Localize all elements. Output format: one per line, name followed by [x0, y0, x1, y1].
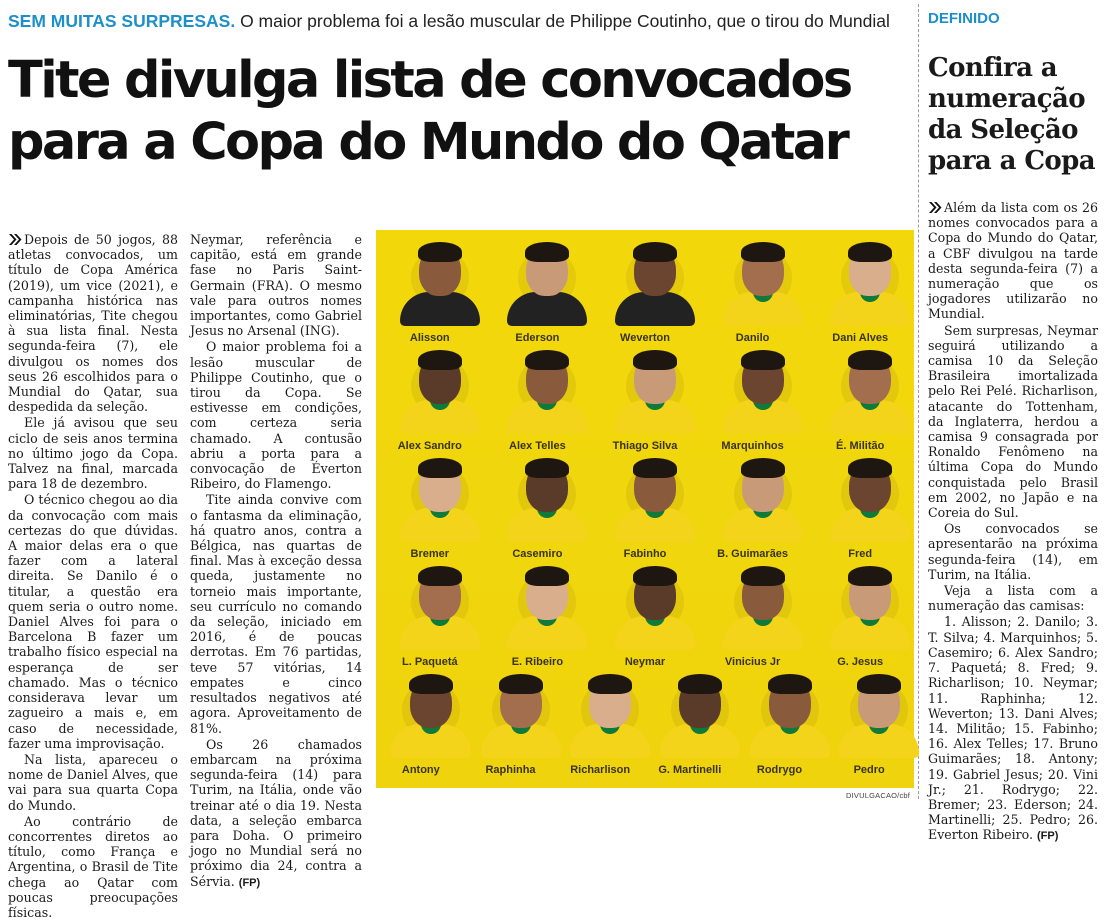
article-paragraph: O técnico chegou ao dia da convocação com mais certezas do que dúvidas. A maior delas era o que fazer com a lateral direita. Se Danilo é o titular, a questão era quem seria o outro nome. Daniel Alves foi para o Barcelona B fazer um trabalho físico especial na esperança de ser chamado. Mas o técnico considerava levar um zagueiro a mais e, em caso de necessidade, fazer uma improvisação.	[8, 492, 178, 751]
player-name: Raphinha	[485, 764, 536, 776]
player-card	[701, 452, 805, 563]
player-name: Thiago Silva	[612, 440, 678, 452]
player-hair	[848, 566, 892, 586]
player-hair	[741, 350, 785, 370]
player-hair	[418, 350, 462, 370]
article-paragraph: Tite ainda convive com o fantasma da eliminação, há quatro anos, contra a Bélgica, nas quartas de final. Mas à exceção dessa queda, justamente no torneio mais importante, seu currículo no comando da seleção, iniciado em 2016, é de poucas derrotas. Em 76 partidas, teve 57 vitórias, 14 empates e cinco resultados negativos até agora. Aproveitamento de 81%.	[190, 492, 362, 736]
player-name: Alisson	[409, 332, 450, 344]
player-name: L. Paquetá	[401, 656, 458, 668]
player-name: Bremer	[410, 548, 450, 560]
player-hair	[525, 350, 569, 370]
player-card	[638, 668, 742, 779]
kicker-text: O maior problema foi a lesão muscular de Philippe Coutinho, que o tirou do Mundial	[240, 11, 890, 31]
sidebar-label: DEFINIDO	[928, 10, 1000, 27]
player-card	[459, 668, 563, 779]
sidebar-paragraph: Veja a lista com a numeração das camisas:	[928, 583, 1098, 614]
player-card	[808, 452, 912, 563]
player-hair	[848, 458, 892, 478]
player-card	[548, 668, 652, 779]
player-hair	[588, 674, 632, 694]
kicker	[8, 8, 913, 34]
player-card	[593, 344, 697, 455]
player-hair	[418, 242, 462, 262]
article-column-2	[190, 232, 362, 892]
player-hair	[525, 242, 569, 262]
sidebar-title-line: Confira a	[928, 53, 1058, 83]
player-card	[808, 236, 912, 347]
player-hair	[499, 674, 543, 694]
player-hair	[409, 674, 453, 694]
article-paragraph: Os 26 chamados embarcam na próxima segunda-feira (14) para Turim, na Itália, onde vão treinar até o dia 19. Nesta data, a seleção embarca para Doha. O primeiro jogo no Mundial será no próximo dia 24, contra a Sérvia. (FP)	[190, 736, 362, 889]
player-name: Vinicius Jr	[724, 656, 781, 668]
source-credit: (FP)	[238, 876, 261, 889]
player-card	[701, 560, 805, 671]
photo-credit: DIVULGACAO/cbf	[846, 791, 911, 800]
player-name: É. Militão	[836, 440, 885, 452]
article-paragraph: Ao contrário de concorrentes diretos ao título, como França e Argentina, o Brasil de Tite chega ao Qatar com poucas preocupações físicas.	[8, 813, 178, 920]
jersey	[507, 292, 587, 326]
player-hair	[741, 242, 785, 262]
sidebar-paragraph: Sem surpresas, Neymar seguirá utilizando a camisa 10 da Seleção Brasileira imortalizada pelo Rei Pelé. Richarlison, atacante do Tottenham, da Inglaterra, herdou a camisa 9 consagrada por Ronaldo Fenômeno na última Copa do Mundo conquistada pelo Brasil em 2002, no Japão e na Coreia do Sul.	[928, 322, 1098, 521]
squad-photo	[376, 230, 914, 788]
kicker-label: SEM MUITAS SURPRESAS.	[8, 11, 236, 31]
player-card	[485, 236, 589, 347]
player-hair	[525, 566, 569, 586]
headline-line-2: para a Copa do Mundo do Qatar	[8, 113, 848, 172]
sidebar-title	[928, 53, 1103, 177]
player-card	[701, 344, 805, 455]
player-card	[817, 668, 921, 779]
player-name: Richarlison	[570, 764, 631, 776]
player-hair	[633, 458, 677, 478]
sidebar-paragraph: 1. Alisson; 2. Danilo; 3. T. Silva; 4. Marquinhos; 5. Casemiro; 6. Alex Sandro; 7. Paquetá; 8. Fred; 9. Richarlison; 10. Neymar; 11. Raphinha; 12. Weverton; 13. Dani Alves; 14. Militão; 15. Fabinho; 16. Alex Telles; 17. Bruno Guimarães; 18. Antony; 19. Gabriel Jesus; 20. Vini Jr.; 21. Rodrygo; 22. Bremer; 23. Ederson; 24. Martinelli; 25. Pedro; 26. Everton Ribeiro. (FP)	[928, 614, 1098, 843]
player-hair	[741, 458, 785, 478]
headline	[8, 50, 913, 174]
player-name: Danilo	[735, 332, 770, 344]
article-paragraph: O maior problema foi a lesão muscular de Philippe Coutinho, que o tirou da Copa. Se estivesse em condições, com certeza seria chamado. A contusão abriu a porta para a convocação de Éverton Ribeiro, do Flamengo.	[190, 339, 362, 492]
player-name: Alex Sandro	[397, 440, 462, 452]
player-card	[728, 668, 832, 779]
player-hair	[857, 674, 901, 694]
source-credit: (FP)	[1037, 830, 1059, 843]
player-name: Fred	[848, 548, 873, 560]
player-name: E. Ribeiro	[511, 656, 564, 668]
sidebar-paragraph: Os convocados se apresentarão na próxima segunda-feira (14), em Turim, na Itália.	[928, 521, 1098, 582]
player-card	[378, 344, 482, 455]
player-name: Rodrygo	[756, 764, 803, 776]
player-name: Fabinho	[623, 548, 667, 560]
player-card	[378, 452, 482, 563]
player-card	[369, 668, 473, 779]
player-name: B. Guimarães	[717, 548, 789, 560]
player-name: Weverton	[620, 332, 670, 344]
article-paragraph: Neymar, referência e capitão, está em grande fase no Paris Saint-Germain (FRA). O mesmo vale para outros nomes importantes, como Gabriel Jesus no Arsenal (ING).	[190, 232, 362, 339]
player-card	[593, 560, 697, 671]
jersey	[615, 292, 695, 326]
player-hair	[418, 458, 462, 478]
player-name: G. Martinelli	[658, 764, 722, 776]
player-name: Antony	[401, 764, 440, 776]
player-card	[485, 560, 589, 671]
player-card	[593, 236, 697, 347]
player-name: G. Jesus	[837, 656, 884, 668]
article-paragraph: Ele já avisou que seu ciclo de seis anos termina no último jogo da Copa. Talvez na final, marcada para 18 de dezembro.	[8, 415, 178, 492]
player-name: Ederson	[515, 332, 560, 344]
sidebar-title-line: para a Copa	[928, 146, 1095, 176]
headline-line-1: Tite divulga lista de convocados	[8, 51, 851, 110]
player-card	[485, 344, 589, 455]
player-card	[378, 560, 482, 671]
chevron-right-icon	[928, 202, 942, 213]
player-name: Neymar	[624, 656, 666, 668]
player-card	[378, 236, 482, 347]
sidebar-paragraph: Além da lista com os 26 nomes convocados para a Copa do Mundo do Qatar, a CBF divulgou na tarde desta segunda-feira (7) a numeração que os jogadores utilizarão no Mundial.	[928, 200, 1098, 322]
player-hair	[678, 674, 722, 694]
player-hair	[525, 458, 569, 478]
player-hair	[848, 350, 892, 370]
player-hair	[633, 566, 677, 586]
player-hair	[633, 350, 677, 370]
player-name: Pedro	[853, 764, 885, 776]
player-hair	[768, 674, 812, 694]
player-card	[701, 236, 805, 347]
player-name: Marquinhos	[721, 440, 784, 452]
article-paragraph: Na lista, apareceu o nome de Daniel Alves, que vai para sua quarta Copa do Mundo.	[8, 751, 178, 813]
jersey	[400, 292, 480, 326]
player-card	[485, 452, 589, 563]
player-hair	[848, 242, 892, 262]
player-name: Casemiro	[512, 548, 563, 560]
player-card	[593, 452, 697, 563]
player-hair	[418, 566, 462, 586]
sidebar-title-line: numeração	[928, 84, 1086, 114]
sidebar-column	[928, 200, 1098, 846]
player-name: Alex Telles	[509, 440, 566, 452]
player-hair	[741, 566, 785, 586]
player-hair	[633, 242, 677, 262]
player-card	[808, 560, 912, 671]
player-card	[808, 344, 912, 455]
article-paragraph: Depois de 50 jogos, 88 atletas convocados, um título de Copa América (2019), um vice (2021), e campanha histórica nas eliminatórias, Tite chegou à sua lista final. Nesta segunda-feira (7), ele divulgou os nomes dos seus 26 escolhidos para o Mundial do Qatar, sua despedida da seleção.	[8, 232, 178, 415]
chevron-right-icon	[8, 234, 22, 245]
article-column-1	[8, 232, 178, 921]
sidebar-title-line: da Seleção	[928, 115, 1078, 145]
player-name: Dani Alves	[832, 332, 889, 344]
